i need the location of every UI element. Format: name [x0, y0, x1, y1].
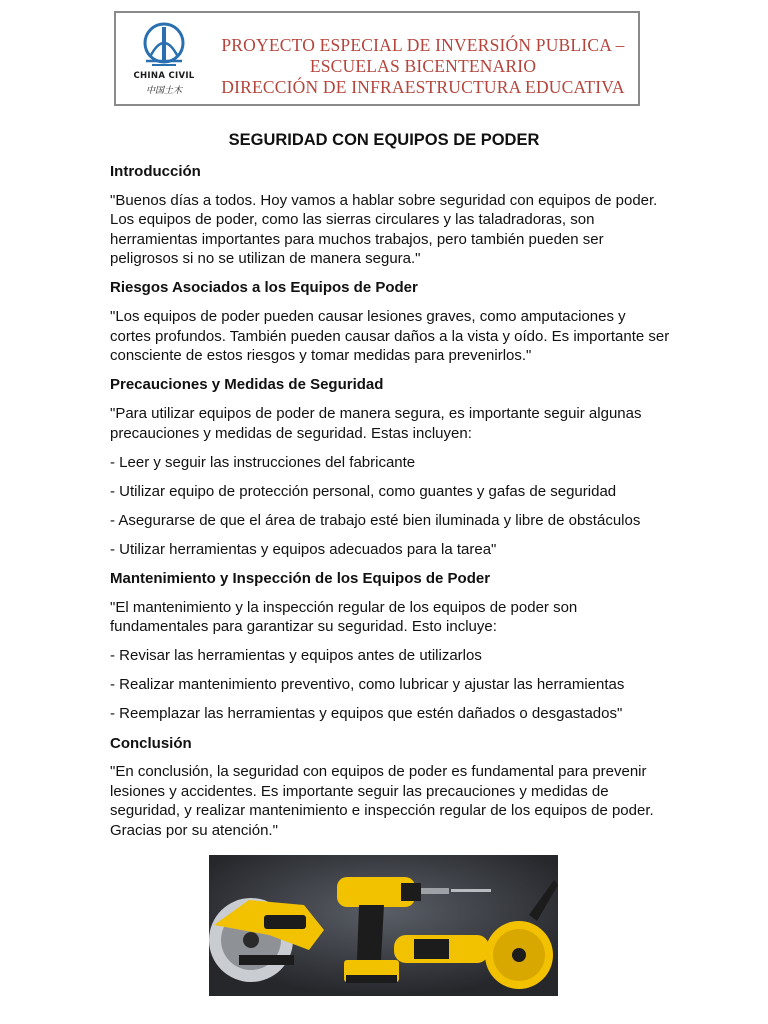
document-body — [110, 162, 670, 850]
china-civil-logo — [122, 21, 206, 101]
banner-text — [210, 35, 636, 98]
precaution-item: - Asegurarse de que el área de trabajo esté bien iluminada y libre de obstáculos — [110, 511, 641, 529]
header-banner — [114, 11, 640, 106]
logo-chinese-name: 中国土木 — [145, 86, 182, 96]
section-heading-precautions: Precauciones y Medidas de Seguridad — [110, 376, 384, 394]
section-heading-intro: Introducción — [110, 163, 201, 180]
logo-org-name: CHINA CIVIL — [133, 71, 195, 81]
banner-line-1: PROYECTO ESPECIAL DE INVERSIÓN PUBLICA – — [221, 35, 625, 55]
section-heading-maintenance: Mantenimiento y Inspección de los Equipos de Poder — [110, 570, 491, 587]
china-civil-emblem-icon — [122, 21, 206, 71]
precaution-item: - Utilizar equipo de protección personal, como guantes y gafas de seguridad — [110, 482, 617, 500]
maintenance-paragraph: "El mantenimiento y la inspección regular de los equipos de poder son fundamentales para garantizar su seguridad. Esto incluye: — [110, 598, 578, 636]
section-heading-conclusion: Conclusión — [110, 734, 192, 752]
conclusion-paragraph: "En conclusión, la seguridad con equipos de poder es fundamental para prevenir lesiones y accidentes. Es importante seguir las precauciones y medidas de seguridad, y realizar mantenimiento e inspección regular de los equipos de poder. Gracias por su atención." — [110, 763, 654, 839]
intro-paragraph: "Buenos días a todos. Hoy vamos a hablar sobre seguridad con equipos de poder. Los equipos de poder, como las sierras circulares y las taladradoras, son herramientas importantes para muchos trabajos, pero también pueden ser peligrosos si no se utilizan de manera segura." — [110, 191, 658, 268]
banner-line-3: DIRECCIÓN DE INFRAESTRUCTURA EDUCATIVA — [221, 77, 625, 97]
precaution-item: - Utilizar herramientas y equipos adecuados para la tarea" — [110, 540, 497, 558]
precautions-paragraph: "Para utilizar equipos de poder de manera segura, es importante seguir algunas precauciones y medidas de seguridad. Estas incluyen: — [110, 404, 642, 442]
maintenance-item: - Realizar mantenimiento preventivo, como lubricar y ajustar las herramientas — [110, 676, 625, 694]
precaution-item: - Leer y seguir las instrucciones del fabricante — [110, 453, 416, 471]
maintenance-item: - Reemplazar las herramientas y equipos que estén dañados o desgastados" — [110, 705, 623, 723]
power-tools-photo — [209, 855, 558, 996]
power-tools-illustration — [209, 855, 558, 996]
maintenance-item: - Revisar las herramientas y equipos antes de utilizarlos — [110, 647, 482, 665]
document-title: SEGURIDAD CON EQUIPOS DE PODER — [228, 131, 540, 149]
banner-line-2: ESCUELAS BICENTENARIO — [309, 56, 537, 76]
risks-paragraph: "Los equipos de poder pueden causar lesiones graves, como amputaciones y cortes profundos. También pueden causar daños a la vista y oído. Es importante ser consciente de estos riesgos y tomar medidas para prevenirlos." — [110, 308, 670, 365]
section-heading-risks: Riesgos Asociados a los Equipos de Poder — [110, 279, 418, 297]
